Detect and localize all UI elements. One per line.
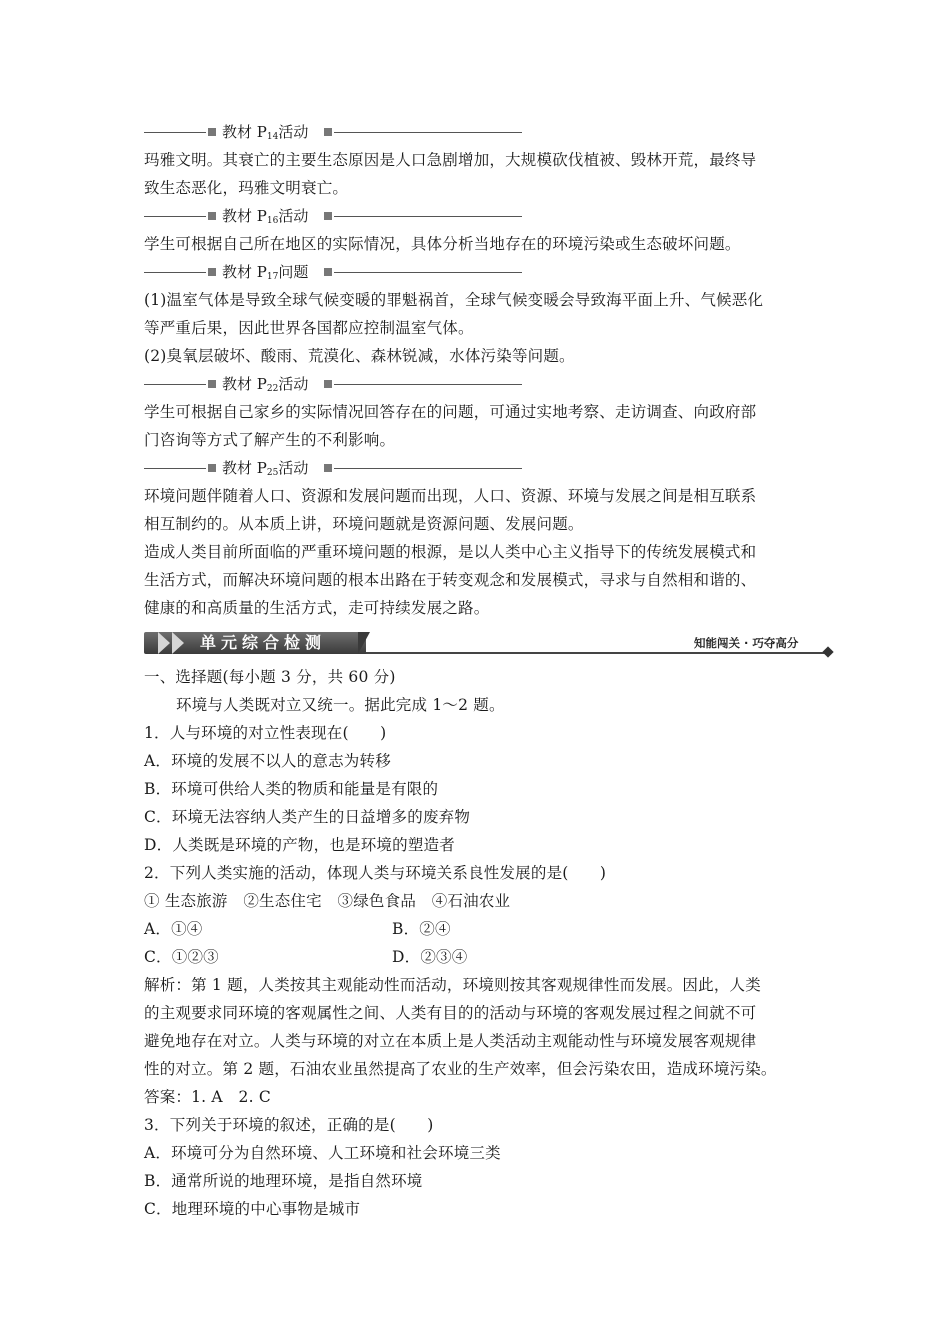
option-b: B．②④ (392, 920, 451, 938)
square-bullet-icon (324, 268, 332, 276)
square-bullet-icon (208, 268, 216, 276)
square-bullet-icon (324, 212, 332, 220)
section-header-p16 (144, 206, 524, 226)
explanation-line: 的主观要求同环境的客观属性之间、人类有目的的活动与环境的客观发展过程之间就不可 (144, 1004, 757, 1022)
header-rule (144, 468, 206, 469)
square-bullet-icon (208, 128, 216, 136)
paragraph-line: 致生态恶化，玛雅文明衰亡。 (144, 179, 349, 197)
paragraph-line: 门咨询等方式了解产生的不利影响。 (144, 431, 396, 449)
answer-line: 答案：1. A 2. C (144, 1088, 271, 1106)
paragraph-line: 生活方式，而解决环境问题的根本出路在于转变观念和发展模式，寻求与自然相和谐的、 (144, 571, 757, 589)
unit-test-banner (144, 630, 834, 656)
question-intro: 环境与人类既对立又统一。据此完成 1～2 题。 (176, 696, 505, 714)
section-header-p14 (144, 122, 524, 142)
banner-underline (366, 652, 828, 654)
square-bullet-icon (324, 464, 332, 472)
paragraph-line: 相互制约的。从本质上讲，环境问题就是资源问题、发展问题。 (144, 515, 584, 533)
header-rule (334, 468, 522, 469)
square-bullet-icon (324, 128, 332, 136)
banner-tagline: 知能闯关 · 巧夺高分 (694, 636, 799, 650)
paragraph-line: (1)温室气体是导致全球气候变暖的罪魁祸首，全球气候变暖会导致海平面上升、气候恶化 (144, 291, 764, 309)
header-label: 教材 $P_{17}$问题 (222, 263, 309, 282)
header-label: 教材 $P_{14}$活动 (222, 123, 309, 142)
paragraph-line: 造成人类目前所面临的严重环境问题的根源，是以人类中心主义指导下的传统发展模式和 (144, 543, 757, 561)
square-bullet-icon (208, 380, 216, 388)
header-rule (334, 384, 522, 385)
option-c: C．环境无法容纳人类产生的日益增多的废弃物 (144, 808, 471, 826)
question-1: 1．人与环境的对立性表现在( ) (144, 724, 387, 742)
option-a: A．环境可分为自然环境、人工环境和社会环境三类 (144, 1144, 501, 1162)
paragraph-line: (2)臭氧层破坏、酸雨、荒漠化、森林锐减，水体污染等问题。 (144, 347, 575, 365)
option-c: C．①②③ (144, 948, 219, 966)
chevron-right-icon (158, 632, 170, 654)
option-a: A．环境的发展不以人的意志为转移 (144, 752, 391, 770)
option-c: C．地理环境的中心事物是城市 (144, 1200, 361, 1218)
header-rule (144, 384, 206, 385)
paragraph-line: 学生可根据自己家乡的实际情况回答存在的问题，可通过实地考察、走访调查、向政府部 (144, 403, 757, 421)
header-rule (334, 272, 522, 273)
square-bullet-icon (324, 380, 332, 388)
question-3: 3．下列关于环境的叙述，正确的是( ) (144, 1116, 434, 1134)
header-rule (334, 132, 522, 133)
header-rule (144, 216, 206, 217)
diamond-icon (822, 646, 833, 657)
option-b: B．环境可供给人类的物质和能量是有限的 (144, 780, 439, 798)
section-header-p25 (144, 458, 524, 478)
paragraph-line: 健康的和高质量的生活方式，走可持续发展之路。 (144, 599, 490, 617)
section-header-p17 (144, 262, 524, 282)
paragraph-line: 环境问题伴随着人口、资源和发展问题而出现，人口、资源、环境与发展之间是相互联系 (144, 487, 757, 505)
paragraph-line: 等严重后果，因此世界各国都应控制温室气体。 (144, 319, 474, 337)
banner-title: 单元综合检测 (200, 633, 327, 652)
square-bullet-icon (208, 464, 216, 472)
header-rule (144, 272, 206, 273)
chevron-right-icon (172, 632, 184, 654)
question-2: 2．下列人类实施的活动，体现人类与环境关系良性发展的是( ) (144, 864, 607, 882)
option-d: D．人类既是环境的产物，也是环境的塑造者 (144, 836, 455, 854)
paragraph-line: 学生可根据自己所在地区的实际情况，具体分析当地存在的环境污染或生态破坏问题。 (144, 235, 741, 253)
header-rule (144, 132, 206, 133)
header-label: 教材 $P_{16}$活动 (222, 207, 309, 226)
header-label: 教材 $P_{25}$活动 (222, 459, 309, 478)
option-a: A．①④ (144, 920, 203, 938)
header-rule (334, 216, 522, 217)
explanation-line: 避免地存在对立。人类与环境的对立在本质上是人类活动主观能动性与环境发展客观规律 (144, 1032, 757, 1050)
option-d: D．②③④ (392, 948, 468, 966)
paragraph-line: 玛雅文明。其衰亡的主要生态原因是人口急剧增加，大规模砍伐植被、毁林开荒，最终导 (144, 151, 757, 169)
section-header-p22 (144, 374, 524, 394)
banner-cap (358, 632, 370, 654)
explanation-line: 性的对立。第 2 题，石油农业虽然提高了农业的生产效率，但会污染农田，造成环境污染。 (144, 1060, 777, 1078)
section-heading: 一、选择题(每小题 3 分，共 60 分) (144, 668, 396, 686)
explanation-line: 解析：第 1 题，人类按其主观能动性而活动，环境则按其客观规律性而发展。因此，人类 (144, 976, 761, 994)
square-bullet-icon (208, 212, 216, 220)
header-label: 教材 $P_{22}$活动 (222, 375, 309, 394)
question-2-items: ① 生态旅游 ②生态住宅 ③绿色食品 ④石油农业 (144, 892, 511, 910)
option-b: B．通常所说的地理环境，是指自然环境 (144, 1172, 423, 1190)
